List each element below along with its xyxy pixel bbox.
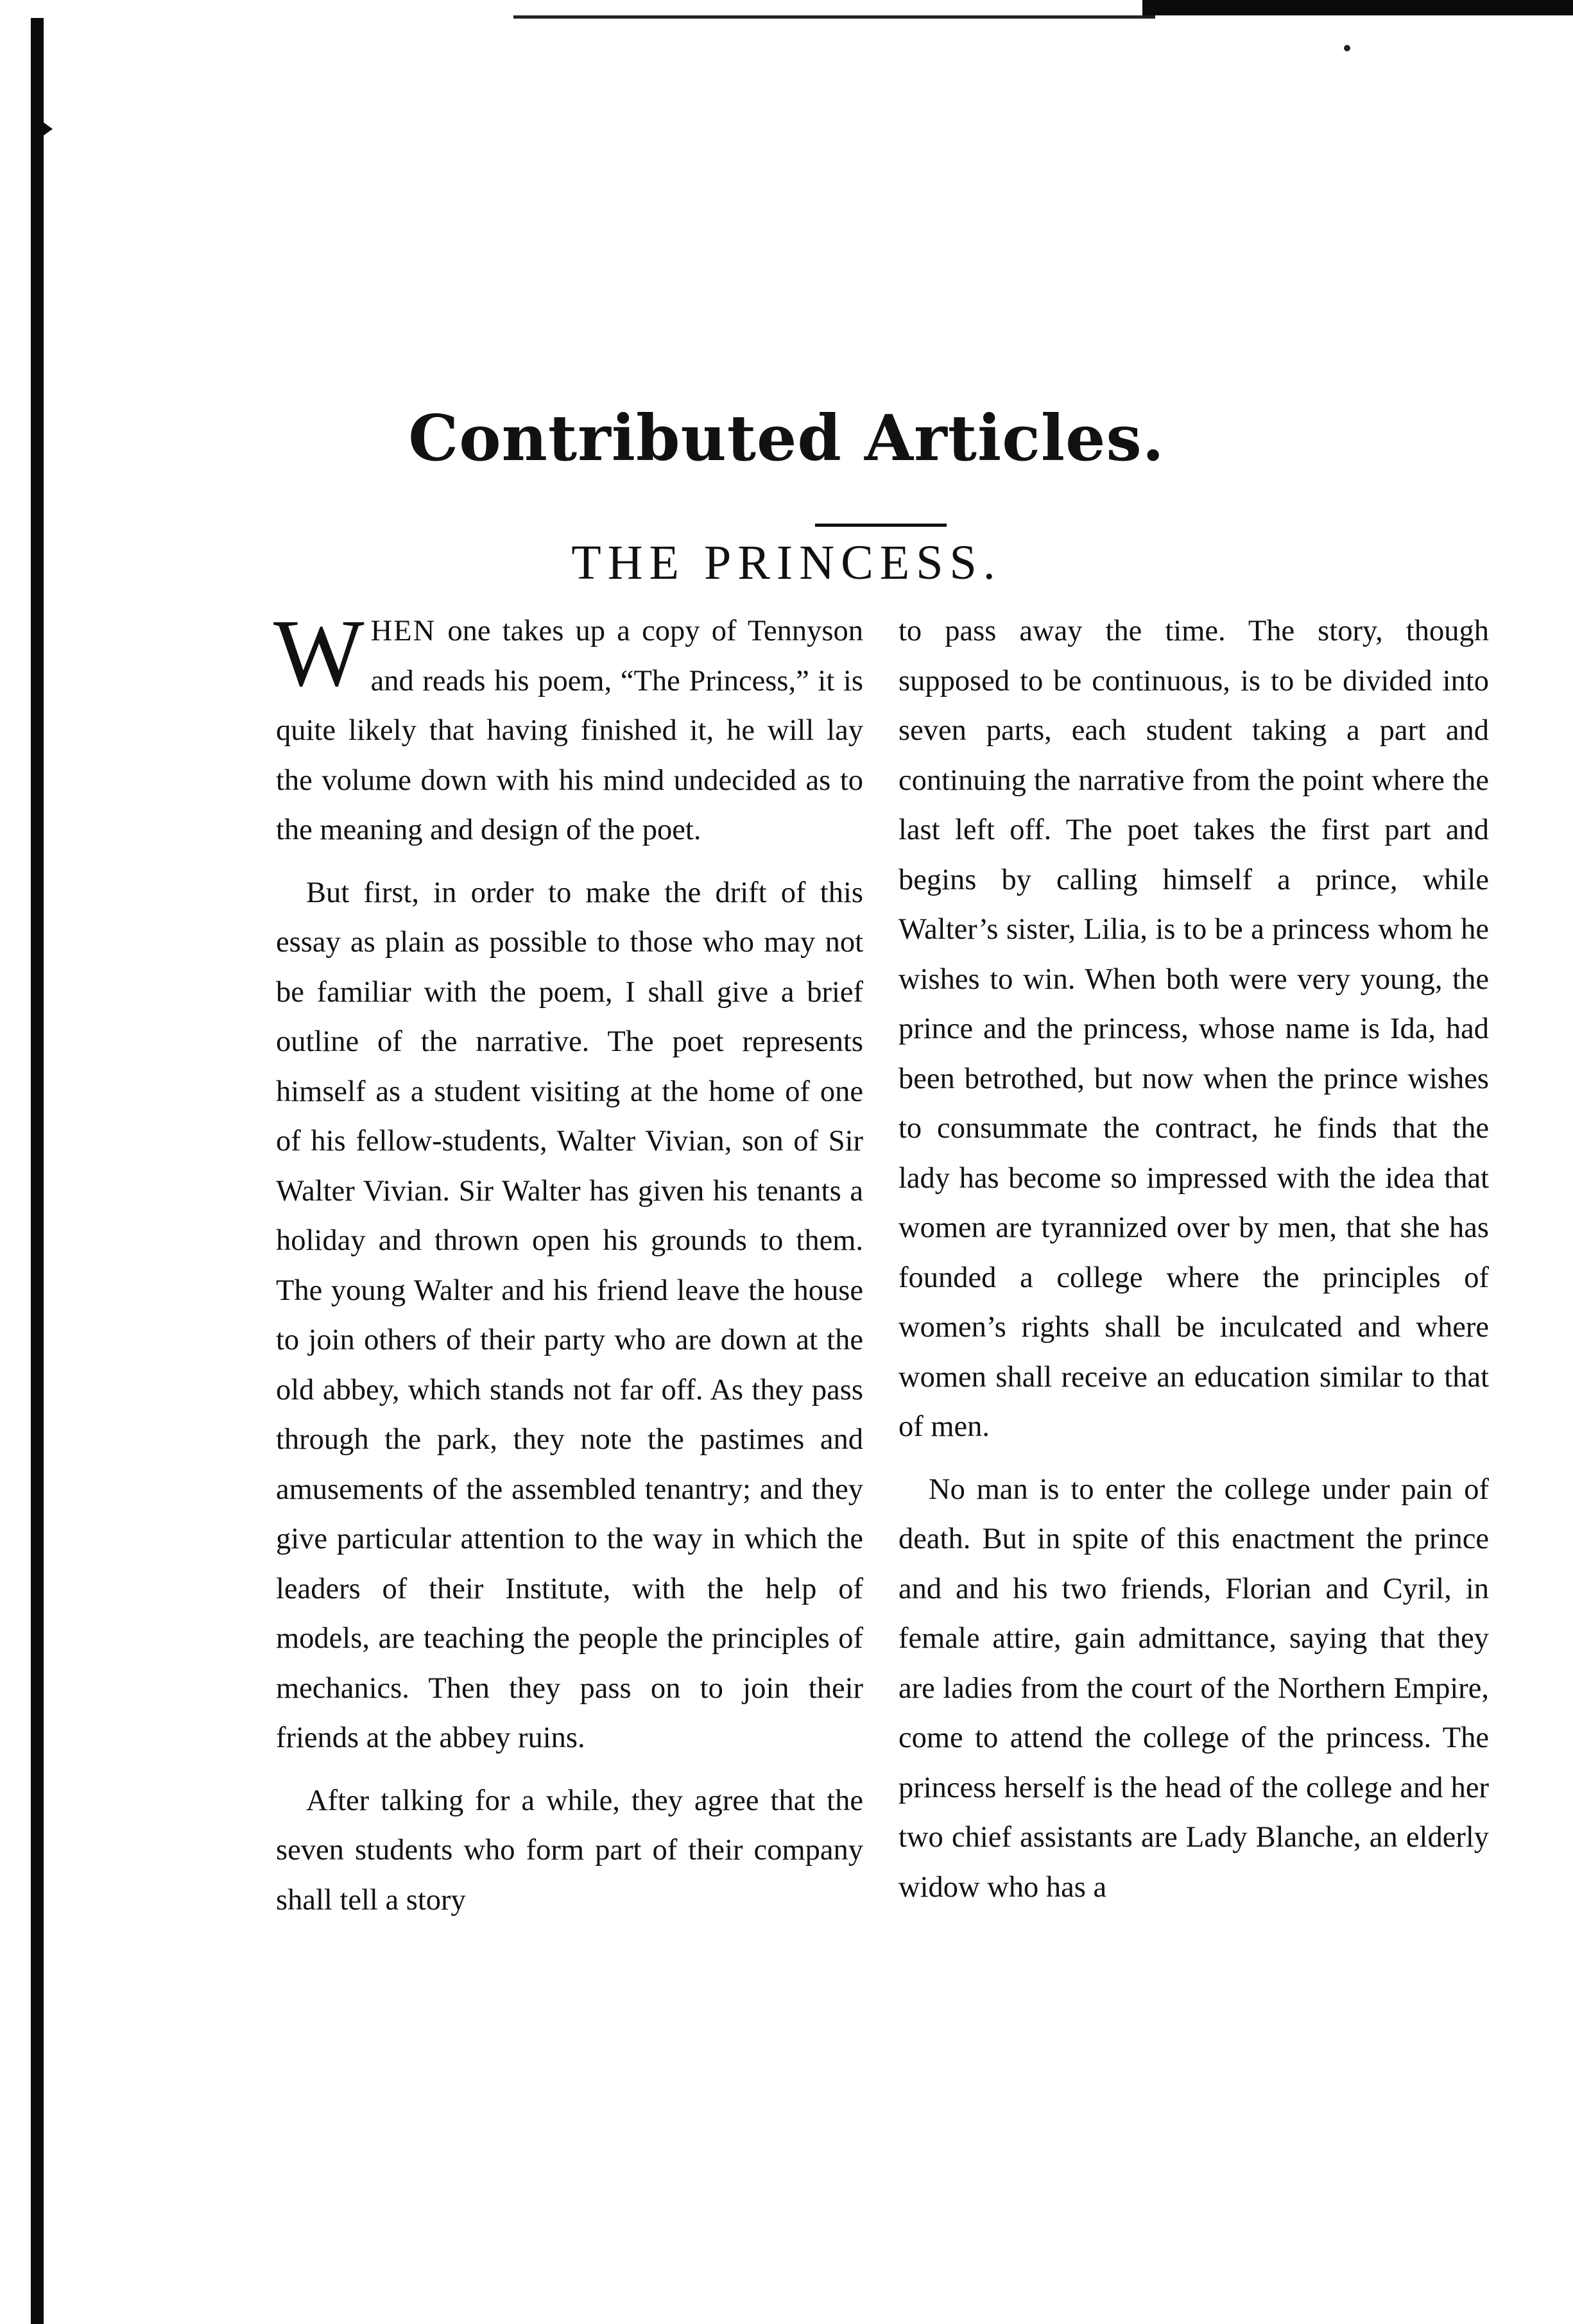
paragraph-2: But first, in order to make the drift of this essay as plain as possible to those who may not be familiar with the poem, I shall give a brief outline of the narrative. The poet represents himself as a student visiting at the home of one of his fellow-students, Walter Vivian, son of Sir Walter Vivian. Sir Walter has given his tenants a holiday and thrown open his grounds to them. The young Walter and his friend leave the house to join others of their party who are down at the old abbey, which stands not far off. As they pass through the park, they note the pastimes and amusements of the assembled tenantry; and they give particular attention to the way in which the leaders of their Institute, with the help of models, are teaching the people the principles of mechanics. Then they pass on to join their friends at the abbey ruins.: [276, 876, 863, 1754]
scan-tick-left: [41, 121, 53, 137]
paragraph-1: [273, 600, 863, 855]
article-title: THE PRINCESS.: [571, 536, 1002, 590]
paragraph-4: to pass away the time. The story, though supposed to be continuous, is to be divided into seven parts, each student taking a part and continuing the narrative from the point where the last left off. The poet takes the first part and begins by calling himself a prince, while Walter’s sister, Lilia, is to be a princess whom he wishes to win. When both were very young, the prince and the princess, whose name is Ida, had been betrothed, but now when the prince wishes to consummate the contract, he finds that the lady has become so impressed with the idea that women are tyrannized over by men, that she has founded a college where the principles of women’s rights shall be inculcated and where women shall receive an education similar to that of men.: [898, 615, 1489, 1443]
title-rule: [815, 524, 947, 527]
scan-speck: [1344, 45, 1350, 51]
scan-edge-top: [1142, 0, 1573, 15]
scan-rule-top: [513, 15, 1155, 19]
scan-edge-left: [31, 18, 44, 2324]
right-column: [898, 606, 1489, 1912]
drop-cap: W: [273, 600, 365, 706]
left-column: [273, 600, 863, 1925]
paragraph-5: No man is to enter the college under pain of death. But in spite of this enactment the prince and and his two friends, Florian and Cyril, in female attire, gain admittance, saying that they are ladies from the court of the Northern Empire, come to attend the college of the princess. The princess herself is the head of the college and her two chief assistants are Lady Blanche, an elderly widow who has a: [898, 1473, 1489, 1904]
paragraph-3: After talking for a while, they agree that the seven students who form part of their company shall tell a story: [276, 1784, 863, 1917]
paragraph-1-text: one takes up a copy of Tennyson and reads his poem, “The Princess,” it is quite likely that having finished it, he will lay the volume down with his mind undecided as to the meaning and design of the poet.: [276, 615, 863, 846]
section-title: Contributed Articles.: [408, 402, 1165, 475]
lead-word: HEN: [370, 615, 436, 647]
